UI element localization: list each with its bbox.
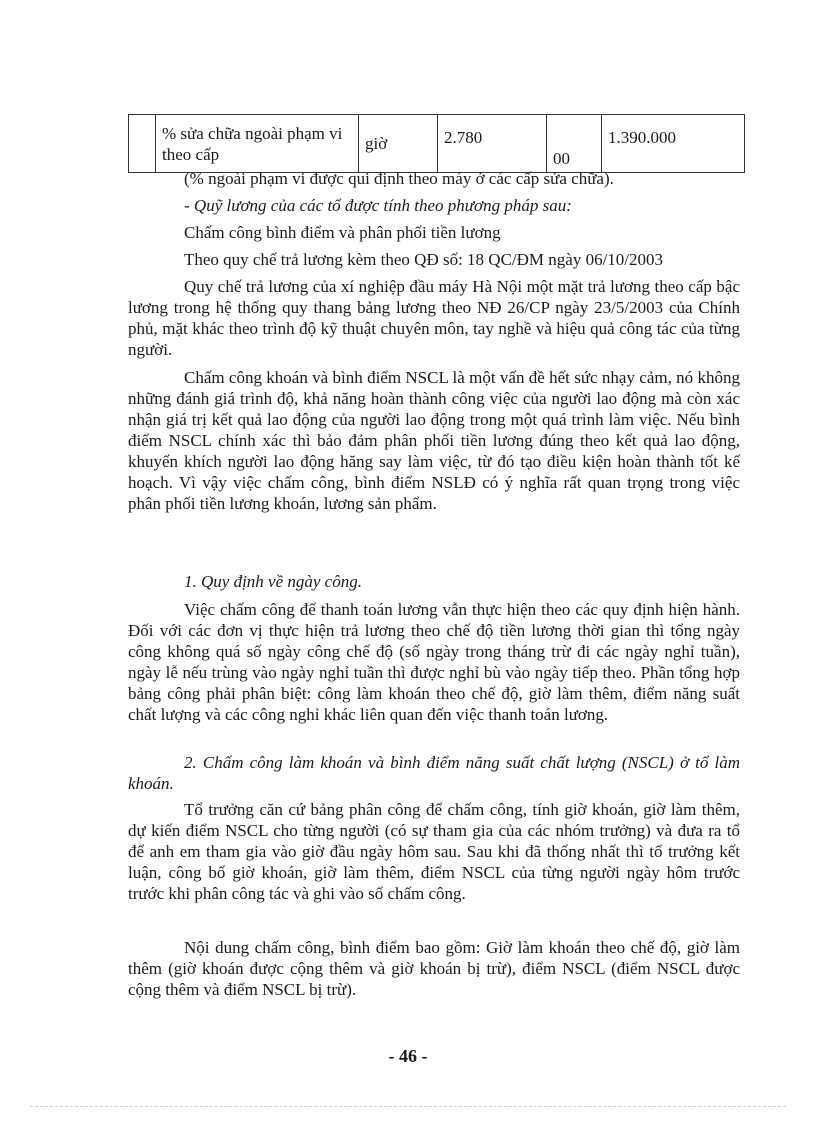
- table-cell-item: % sửa chữa ngoài phạm vi theo cấp: [156, 115, 359, 173]
- wage-table-fragment: [128, 114, 745, 173]
- paragraph-wage-regulation: Quy chế trả lương của xí nghiệp đầu máy Hà Nội một mặt trả lương theo cấp bậc lương trong hệ thống quy thang bảng lương theo NĐ 26/CP ngày 23/5/2003 của Chính phủ, mặt khác theo trình độ kỹ thuật chuyên môn, tay nghề và hiệu quả công tác của từng người.: [128, 277, 740, 359]
- page-number: - 46 -: [388, 1046, 428, 1066]
- paragraph-scoring-importance: Chấm công khoán và bình điểm NSCL là một vấn đề hết sức nhạy cảm, nó không những đánh giá trình độ, khả năng hoàn thành công việc của người lao động mà còn xác nhận giá trị kết quả lao động của người lao động trong một quá trình làm việc. Nếu bình điểm NSCL chính xác thì bảo đảm phân phối tiền lương đúng theo kết quả lao động, khuyến khích người lao động hăng say làm việc, từ đó tạo điều kiện hoàn thành tốt kế hoạch. Vì vậy việc chấm công, bình điểm NSLĐ có ý nghĩa rất quan trọng trong việc phân phối tiền lương khoán, lương sản phẩm.: [128, 368, 740, 513]
- paragraph-workday-rules: Việc chấm công để thanh toán lương vẫn thực hiện theo các quy định hiện hành. Đối với các đơn vị thực hiện trả lương theo chế độ tiền lương thời gian thì tổng ngày công không quá số ngày công chế độ (số ngày trong tháng trừ đi các ngày nghỉ tuần), ngày lễ nếu trùng vào ngày nghỉ tuần thì được nghỉ bù vào ngày tiếp theo. Phần tổng hợp bảng công phải phân biệt: công làm khoán theo chế độ, giờ làm thêm, điểm năng suất chất lượng và các công nghỉ khác liên quan đến việc thanh toán lương.: [128, 600, 740, 724]
- heading-team-scoring: 2. Chấm công làm khoán và bình điểm năng suất chất lượng (NSCL) ở tổ làm khoán.: [128, 753, 740, 793]
- paragraph-note: (% ngoài phạm vi được qui định theo máy ở các cấp sửa chữa).: [184, 169, 614, 188]
- table-row: [129, 115, 745, 173]
- table-cell-unit: giờ: [359, 115, 438, 173]
- table-cell-amount: 1.390.000: [602, 115, 745, 173]
- paragraph-regulation-ref: Theo quy chế trả lương kèm theo QĐ số: 18 QC/ĐM ngày 06/10/2003: [184, 250, 664, 269]
- paragraph-fund-method: - Quỹ lương của các tổ được tính theo phương pháp sau:: [184, 196, 572, 215]
- paragraph-scoring-content: Nội dung chấm công, bình điểm bao gồm: Giờ làm khoán theo chế độ, giờ làm thêm (giờ khoán được cộng thêm và giờ khoán bị trừ), điểm NSCL (điểm NSCL được cộng thêm và điểm NSCL bị trừ).: [128, 938, 740, 999]
- table-cell-quantity: 2.780: [438, 115, 547, 173]
- paragraph-scoring-title: Chấm công bình điểm và phân phối tiền lương: [184, 223, 501, 242]
- paragraph-team-leader: Tổ trưởng căn cứ bảng phân công để chấm công, tính giờ khoán, giờ làm thêm, dự kiến điểm NSCL cho từng người (có sự tham gia của các nhóm trưởng) và đưa ra tổ để anh em tham gia vào giờ đầu ngày hôm sau. Sau khi đã thống nhất thì tổ trưởng kết luận, công bố giờ khoán, giờ làm thêm, điểm NSCL của từng người ngày hôm trước trước khi phân công tác và ghi vào sổ chấm công.: [128, 800, 740, 903]
- page-bottom-divider: [30, 1106, 786, 1107]
- table-cell-index: [129, 115, 156, 173]
- table-cell-rate: 00: [547, 115, 602, 173]
- heading-workday-rules: 1. Quy định về ngày công.: [184, 572, 362, 591]
